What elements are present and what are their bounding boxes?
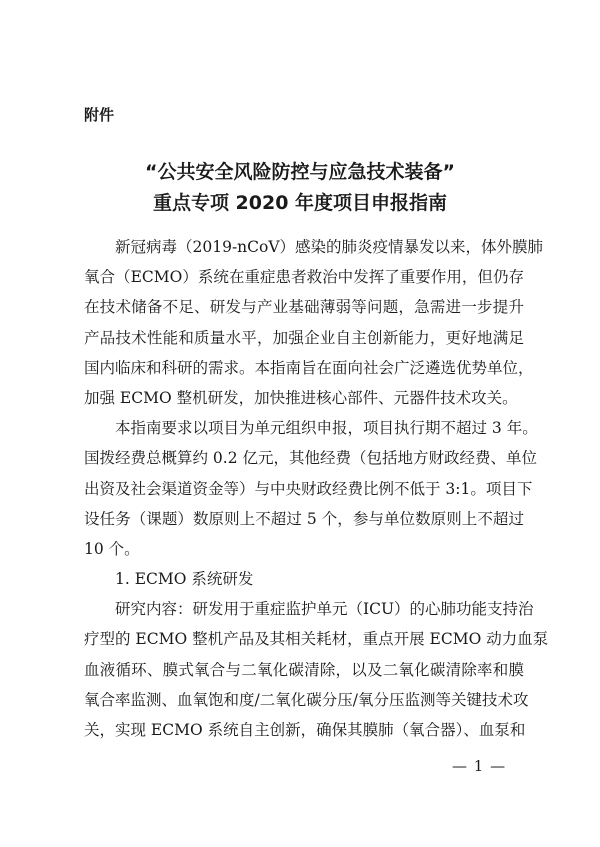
attachment-label: 附件 <box>84 106 115 124</box>
page-number: — 1 — <box>452 757 507 775</box>
body-line: 本指南要求以项目为单元组织申报，项目执行期不超过 3 年。 <box>84 419 538 438</box>
body-line: 国拨经费总概算约 0.2 亿元，其他经费（包括地方财政经费、单位 <box>84 449 538 468</box>
body-line: 疗型的 ECMO 整机产品及其相关耗材，重点开展 ECMO 动力血泵 <box>84 630 549 649</box>
body-line: 研究内容：研发用于重症监护单元（ICU）的心肺功能支持治 <box>84 600 534 619</box>
body-line: 1. ECMO 系统研发 <box>84 570 254 589</box>
body-line: 关，实现 ECMO 系统自主创新，确保其膜肺（氧合器）、血泵和 <box>84 721 526 739</box>
body-line: 氧合率监测、血氧饱和度/二氧化碳分压/氧分压监测等关键技术攻 <box>84 690 529 709</box>
document-title-line-1: “公共安全风险防控与应急技术装备” <box>145 161 455 183</box>
body-line: 国内临床和科研的需求。本指南旨在面向社会广泛遴选优势单位， <box>84 358 534 377</box>
body-line: 在技术储备不足、研发与产业基础薄弱等问题，急需进一步提升 <box>84 298 524 317</box>
document-title-line-2: 重点专项 2020 年度项目申报指南 <box>152 192 448 214</box>
body-line: 新冠病毒（2019-nCoV）感染的肺炎疫情暴发以来，体外膜肺 <box>84 238 544 256</box>
body-line: 设任务（课题）数原则上不超过 5 个，参与单位数原则上不超过 <box>84 509 524 528</box>
body-line: 血液循环、膜式氧合与二氧化碳清除，以及二氧化碳清除率和膜 <box>84 660 524 679</box>
body-text <box>84 232 549 745</box>
body-line: 加强 ECMO 整机研发，加快推进核心部件、元器件技术攻关。 <box>84 388 518 407</box>
body-line: 产品技术性能和质量水平，加强企业自主创新能力，更好地满足 <box>84 328 524 347</box>
body-line: 出资及社会渠道资金等）与中央财政经费比例不低于 3:1。项目下 <box>84 479 533 498</box>
body-line: 10 个。 <box>84 539 140 558</box>
body-line: 氧合（ECMO）系统在重症患者救治中发挥了重要作用，但仍存 <box>84 268 524 287</box>
